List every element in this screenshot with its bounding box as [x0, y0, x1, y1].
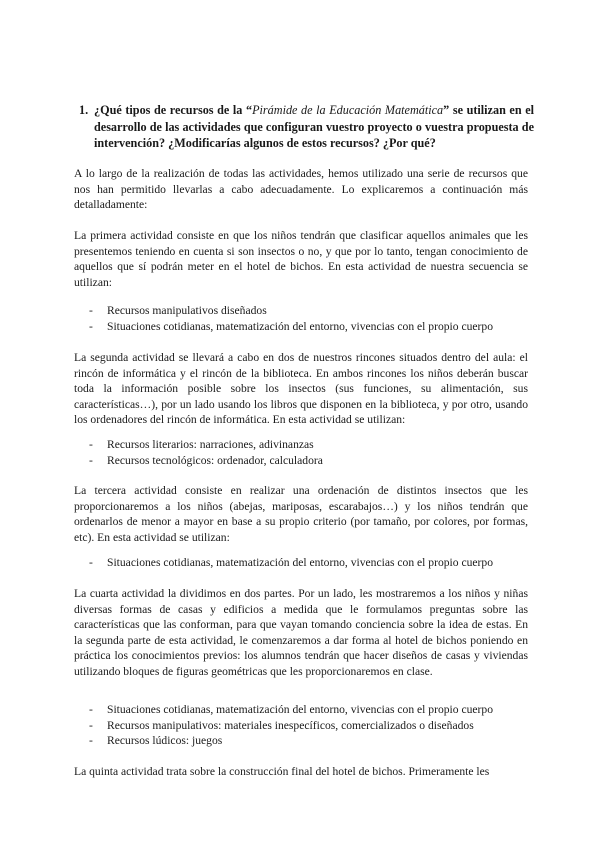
- list-item: - Recursos lúdicos: juegos: [89, 734, 223, 748]
- list-item: - Recursos tecnológicos: ordenador, calculadora: [89, 453, 323, 467]
- list-item: - Situaciones cotidianas, matematización del entorno, vivencias con el propio cuerpo: [89, 319, 494, 333]
- list-item: - Situaciones cotidianas, matematización del entorno, vivencias con el propio cuerpo: [89, 703, 494, 716]
- activity-1-resource-list: [74, 303, 528, 334]
- question-heading: [79, 102, 535, 152]
- activity-2-paragraph: La segunda actividad se llevará a cabo en dos de nuestros rincones situados dentro del aula: el rincón de informática y el rincón de la biblioteca. En ambos rincones los niños deberán buscar toda la información posible sobre los insectos (sus funciones, su alimentación, sus características…), por un lado usando los libros que disponen en la biblioteca, y por otro, usando los ordenadores del rincón de informática. En esta actividad se utilizan:: [74, 351, 528, 427]
- pyramid-title: Pirámide de la Educación Matemática: [252, 103, 444, 117]
- list-item: - Situaciones cotidianas, matematización del entorno, vivencias con el propio cuerpo: [89, 556, 494, 569]
- activity-4-paragraph: La cuarta actividad la dividimos en dos partes. Por un lado, les mostraremos a los niños y niñas diversas formas de casas y edificios a medida que le formulamos preguntas sobre las características que las conforman, para que vayan tomando conciencia sobre la idea de estas. En la segunda parte de esta actividad, le comenzaremos a dar forma al hotel de bichos poniendo en práctica los conocimientos previos: los alumnos tendrán que hacer diseños de casas y viviendas utilizando bloques de figuras geométricas que les proporcionaremos en clase.: [74, 587, 528, 678]
- question-text: ¿Qué tipos de recursos de la “Pirámide de la Educación Matemática” se utilizan en el desarrollo de las actividades que configuran vuestro proyecto o vuestra propuesta de intervención? ¿Modificarías algunos de estos recursos? ¿Por qué?: [94, 103, 535, 150]
- activity-2-resource-list: [74, 437, 528, 468]
- activity-4-resource-list: [74, 702, 528, 749]
- intro-paragraph: A lo largo de la realización de todas las actividades, hemos utilizado una serie de recursos que nos han permitido llevarlas a cabo adecuadamente. Lo explicaremos a continuación más detalladamente:: [74, 167, 528, 212]
- activity-5-paragraph: La quinta actividad trata sobre la construcción final del hotel de bichos. Primeramente les: [74, 765, 490, 778]
- activity-1-paragraph: La primera actividad consiste en que los niños tendrán que clasificar aquellos animales que les presentemos teniendo en cuenta si son insectos o no, y que por lo tanto, tengan conocimiento de aquellos que sí podrán meter en el hotel de bichos. En esta actividad de nuestra secuencia se utilizan:: [74, 229, 528, 289]
- list-item: - Recursos literarios: narraciones, adivinanzas: [89, 438, 314, 451]
- question-number: 1.: [79, 103, 89, 117]
- activity-3-paragraph: La tercera actividad consiste en realizar una ordenación de distintos insectos que les proporcionaremos a los niños (abejas, mariposas, escarabajos…) y los niños tendrán que ordenarlos de menor a mayor en base a su propio criterio (por tamaño, por colores, por formas, etc). En esta actividad se utilizan:: [74, 484, 528, 544]
- list-item: - Recursos manipulativos: materiales inespecíficos, comercializados o diseñados: [89, 718, 474, 732]
- activity-3-resource-list: [74, 555, 528, 571]
- list-item: - Recursos manipulativos diseñados: [89, 304, 267, 317]
